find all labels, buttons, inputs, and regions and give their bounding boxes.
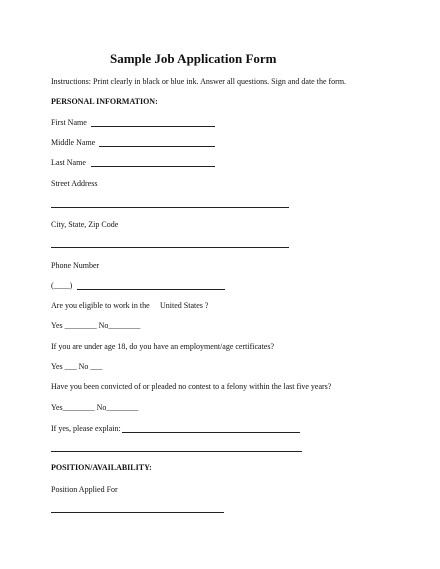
age-certificate-yes-no[interactable]: Yes ___ No ___	[51, 362, 103, 371]
position-applied-label: Position Applied For	[51, 485, 118, 494]
last-name-field[interactable]	[91, 166, 215, 167]
felony-question: Have you been convicted of or pleaded no contest to a felony within the last five years?	[51, 382, 332, 391]
explain-label: If yes, please explain:	[51, 424, 121, 433]
explain-field-line-2[interactable]	[51, 451, 302, 452]
city-state-zip-field[interactable]	[51, 247, 289, 248]
position-applied-field[interactable]	[51, 512, 224, 513]
work-eligibility-yes-no[interactable]: Yes ________ No________	[51, 321, 141, 330]
city-state-zip-label: City, State, Zip Code	[51, 220, 119, 229]
age-certificate-question: If you are under age 18, do you have an employment/age certificates?	[51, 342, 275, 351]
middle-name-label: Middle Name	[51, 138, 96, 147]
position-availability-heading: POSITION/AVAILABILITY:	[51, 463, 152, 472]
first-name-field[interactable]	[91, 126, 215, 127]
work-eligibility-question-country: United States ?	[160, 301, 209, 310]
explain-field-line-1[interactable]	[122, 432, 300, 433]
work-eligibility-question: Are you eligible to work in the	[51, 301, 150, 310]
phone-number-label: Phone Number	[51, 261, 100, 270]
phone-number-field[interactable]	[77, 289, 225, 290]
street-address-field[interactable]	[51, 207, 289, 208]
phone-area-code[interactable]: (____)	[51, 281, 73, 290]
form-title: Sample Job Application Form	[110, 51, 277, 66]
street-address-label: Street Address	[51, 179, 98, 188]
felony-yes-no[interactable]: Yes________ No________	[51, 403, 139, 412]
last-name-label: Last Name	[51, 158, 86, 167]
middle-name-field[interactable]	[99, 146, 215, 147]
first-name-label: First Name	[51, 118, 87, 127]
instructions-text: Instructions: Print clearly in black or blue ink. Answer all questions. Sign and date the form.	[51, 77, 347, 86]
personal-information-heading: PERSONAL INFORMATION:	[51, 97, 158, 106]
